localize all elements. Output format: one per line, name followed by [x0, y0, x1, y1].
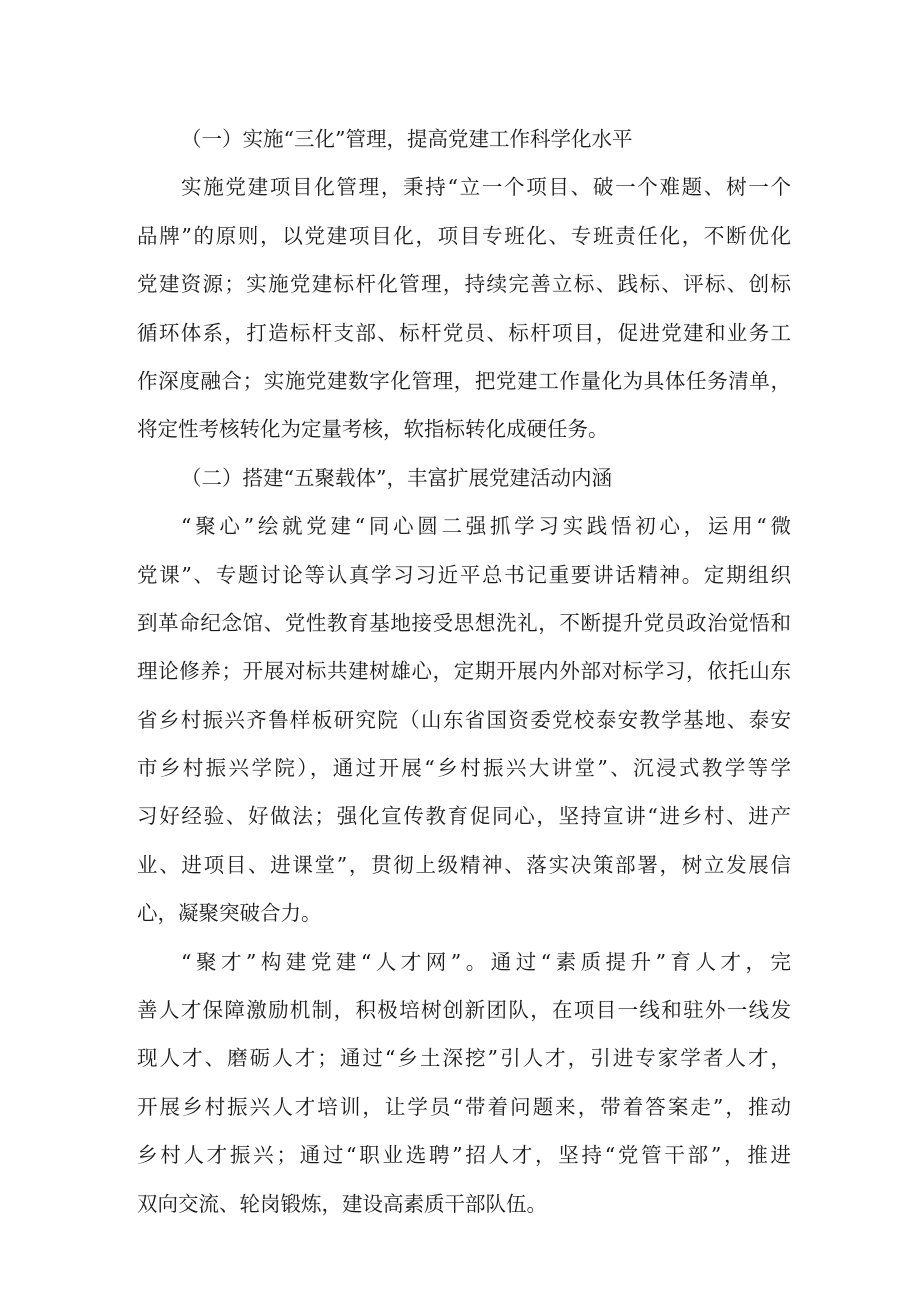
paragraph-line: 省乡村振兴齐鲁样板研究院（山东省国资委党校泰安教学基地、泰安: [137, 707, 791, 732]
paragraph-line: 习好经验、好做法；强化宣传教育促同心，坚持宣讲“进乡村、进产: [137, 804, 791, 829]
section-heading-2: （二）搭建“五聚载体”，丰富扩展党建活动内涵: [181, 465, 612, 490]
paragraph-line: 品牌”的原则，以党建项目化，项目专班化、专班责任化，不断优化: [137, 223, 791, 248]
paragraph-line: 循环体系，打造标杆支部、标杆党员、标杆项目，促进党建和业务工: [137, 320, 791, 345]
paragraph-line: “聚心”绘就党建“同心圆二强抓学习实践悟初心，运用“微: [181, 514, 791, 539]
paragraph-line: 心，凝聚突破合力。: [137, 901, 322, 926]
section-2-paragraph-2: [137, 938, 791, 1228]
paragraph-line: 市乡村振兴学院），通过开展“乡村振兴大讲堂”、沉浸式教学等学: [137, 756, 791, 781]
paragraph-line: 现人才、磨砺人才；通过“乡土深挖”引人才，引进专家学者人才，: [137, 1046, 791, 1071]
paragraph-line: 党建资源；实施党建标杆化管理，持续完善立标、践标、评标、创标: [137, 272, 791, 297]
section-heading-1: （一）实施“三化”管理，提高党建工作科学化水平: [181, 127, 633, 151]
paragraph-line: 作深度融合；实施党建数字化管理，把党建工作量化为具体任务清单，: [137, 368, 791, 393]
paragraph-line: 开展乡村振兴人才培训，让学员“带着问题来，带着答案走”，推动: [137, 1094, 791, 1119]
paragraph-line: 善人才保障激励机制，积极培树创新团队，在项目一线和驻外一线发: [137, 998, 791, 1023]
paragraph-line: 理论修养；开展对标共建树雄心，定期开展内外部对标学习，依托山东: [137, 659, 791, 684]
paragraph-line: 乡村人才振兴；通过“职业选聘”招人才，坚持“党管干部”，推进: [137, 1143, 791, 1168]
paragraph-line: 将定性考核转化为定量考核，软指标转化成硬任务。: [137, 417, 609, 442]
paragraph-line: 双向交流、轮岗锻炼，建设高素质干部队伍。: [137, 1191, 547, 1216]
document-body: [137, 115, 791, 1228]
paragraph-line: 到革命纪念馆、党性教育基地接受思想洗礼，不断提升党员政治觉悟和: [137, 610, 791, 635]
paragraph-line: 实施党建项目化管理，秉持“立一个项目、破一个难题、树一个: [181, 175, 791, 200]
paragraph-line: “聚才”构建党建“人才网”。通过“素质提升”育人才，完: [181, 949, 791, 974]
paragraph-line: 业、进项目、进课堂”，贯彻上级精神、落实决策部署，树立发展信: [137, 852, 791, 877]
section-2-paragraph-1: [137, 502, 791, 938]
paragraph-line: 党课”、专题讨论等认真学习习近平总书记重要讲话精神。定期组织: [137, 562, 791, 587]
section-1-paragraph: [137, 163, 791, 453]
